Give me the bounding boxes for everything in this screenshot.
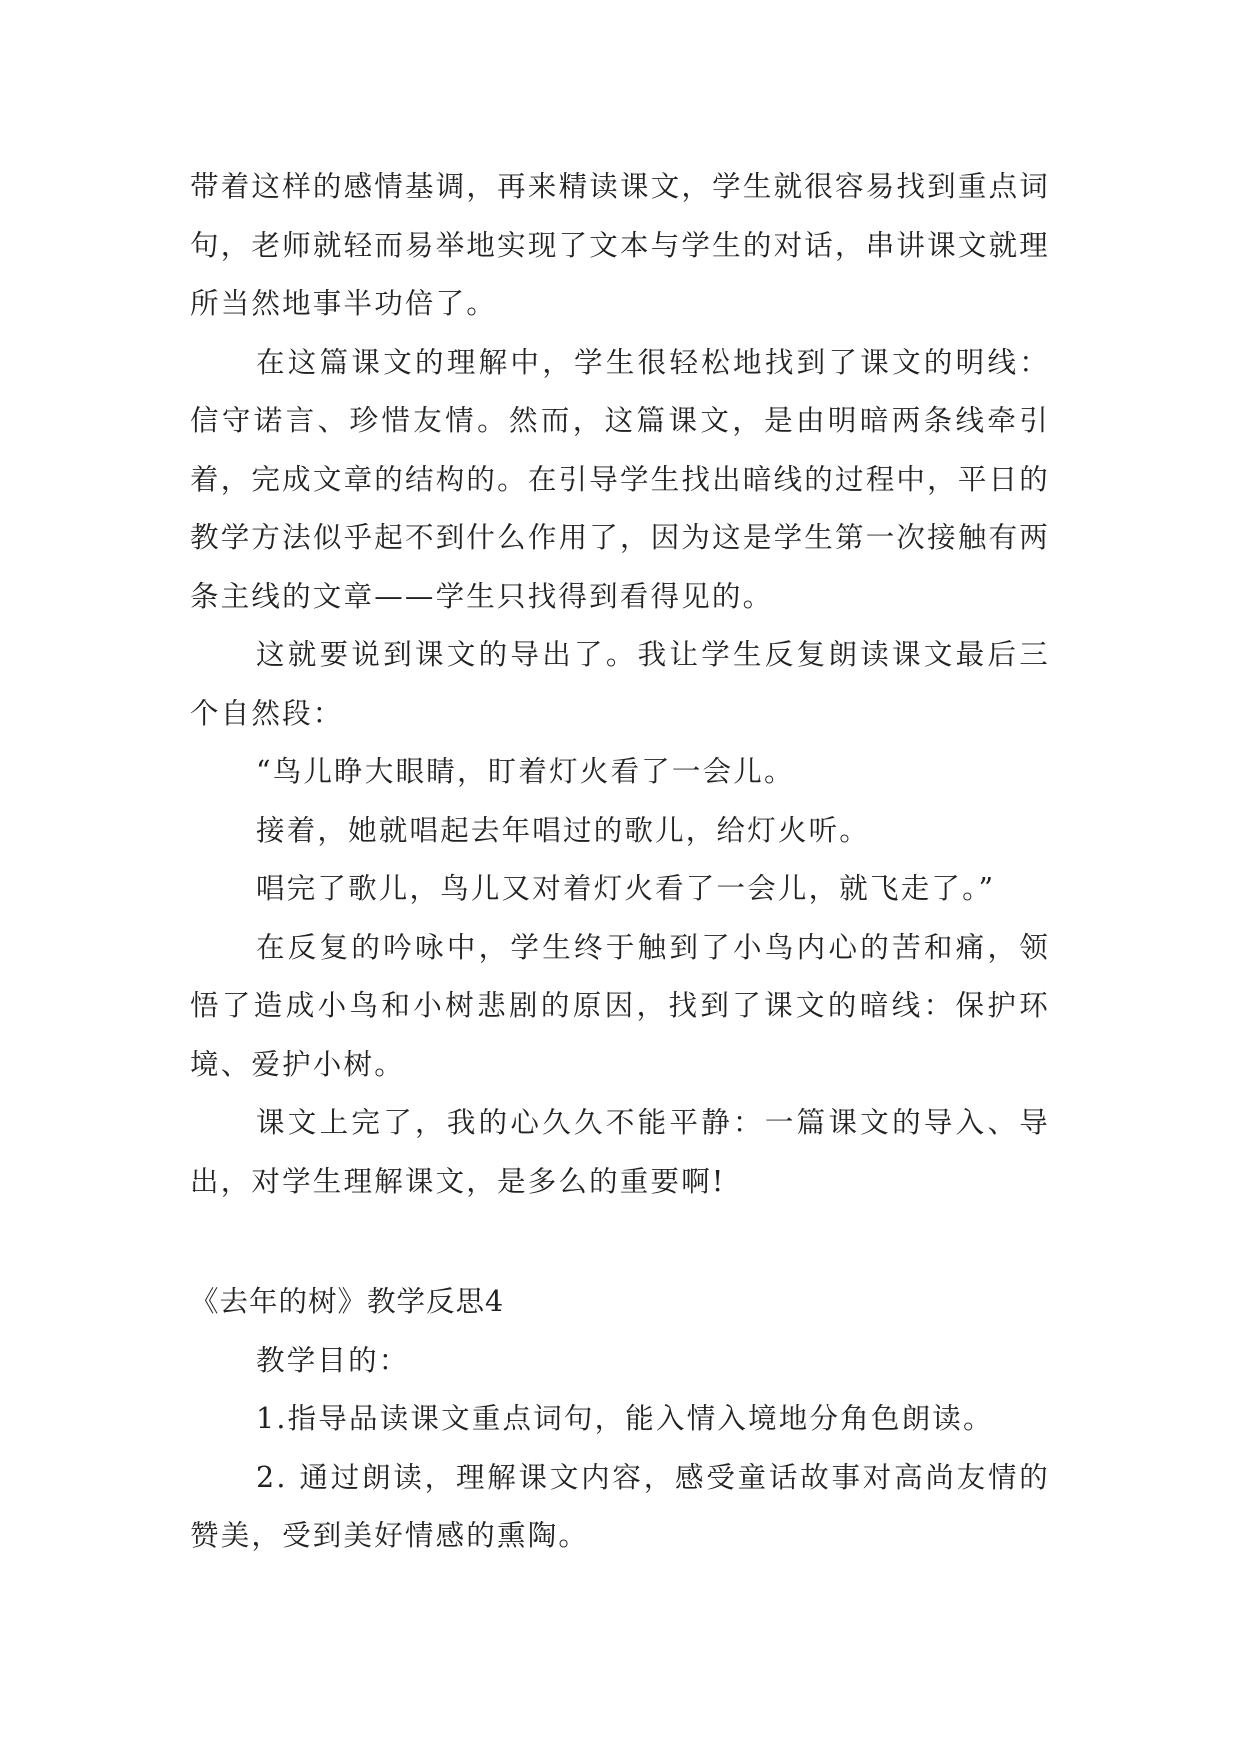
section-paragraph: 1.指导品读课文重点词句，能入情入境地分角色朗读。 [256, 1402, 994, 1435]
section-paragraph: 2. 通过朗读，理解课文内容，感受童话故事对高尚友情的赞美，受到美好情感的熏陶。 [190, 1460, 1050, 1552]
quote-line: “鸟儿睁大眼睛，盯着灯火看了一会儿。 [256, 755, 795, 788]
section-title: 《去年的树》教学反思4 [190, 1285, 505, 1318]
paragraph: 课文上完了，我的心久久不能平静：一篇课文的导入、导出，对学生理解课文，是多么的重要啊! [190, 1106, 1050, 1198]
section-spacer [190, 1211, 1050, 1273]
document-body [190, 158, 1050, 1566]
section-paragraph: 教学目的： [256, 1343, 410, 1377]
paragraph: 在这篇课文的理解中，学生很轻松地找到了课文的明线：信守诺言、珍惜友情。然而，这篇课文，是由明暗两条线牵引着，完成文章的结构的。在引导学生找出暗线的过程中，平日的教学方法似乎起不到什么作用了，因为这是学生第一次接触有两条主线的文章——学生只找得到看得见的。 [190, 345, 1050, 613]
paragraph: 在反复的吟咏中，学生终于触到了小鸟内心的苦和痛，领悟了造成小鸟和小树悲剧的原因，找到了课文的暗线：保护环境、爱护小树。 [190, 930, 1050, 1081]
quote-line: 接着，她就唱起去年唱过的歌儿，给灯火听。 [256, 813, 871, 847]
quote-line: 唱完了歌儿，鸟儿又对着灯火看了一会儿，就飞走了。” [256, 872, 996, 905]
paragraph: 带着这样的感情基调，再来精读课文，学生就很容易找到重点词句，老师就轻而易举地实现了文本与学生的对话，串讲课文就理所当然地事半功倍了。 [190, 170, 1050, 320]
paragraph: 这就要说到课文的导出了。我让学生反复朗读课文最后三个自然段： [190, 638, 1050, 730]
